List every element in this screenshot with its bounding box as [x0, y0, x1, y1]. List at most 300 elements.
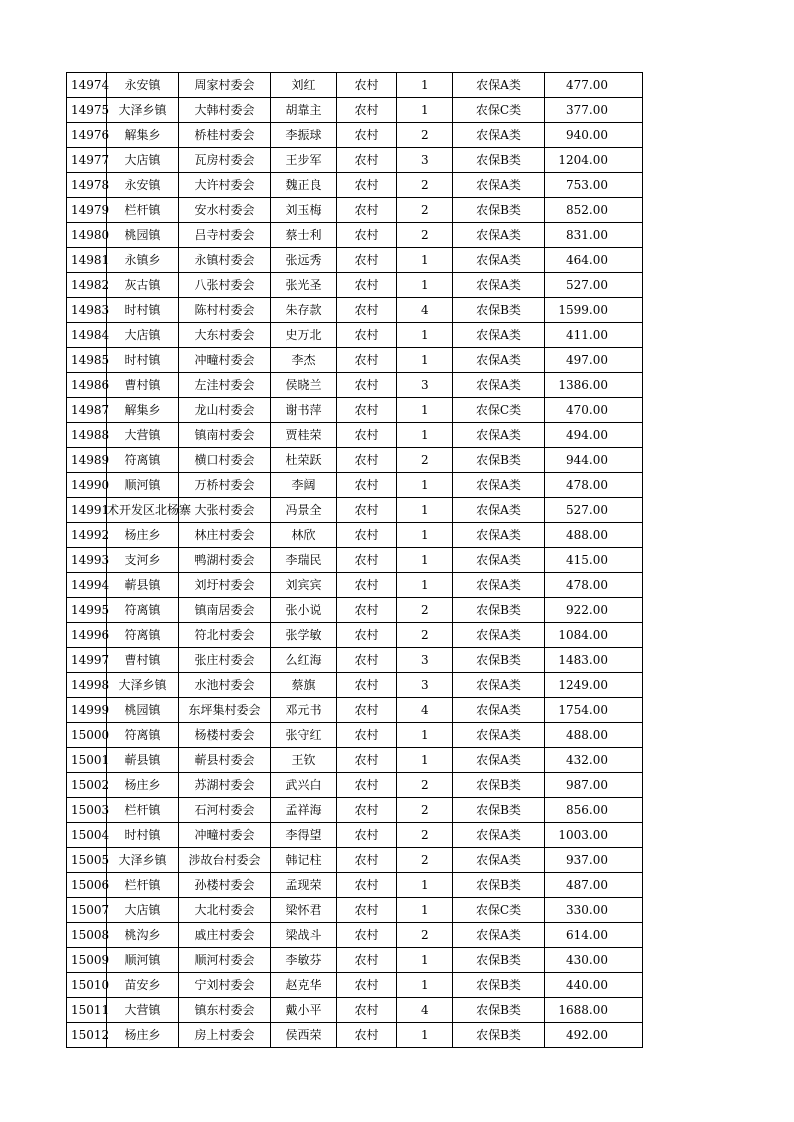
name-cell: 戴小平: [271, 998, 337, 1023]
name-cell: 贾桂荣: [271, 423, 337, 448]
name-cell: 李瑞民: [271, 548, 337, 573]
type-cell: 农村: [337, 73, 397, 98]
type-cell: 农村: [337, 148, 397, 173]
town-cell: 桃沟乡: [107, 923, 179, 948]
row-id: 14994: [67, 573, 107, 598]
table-row: [67, 923, 643, 948]
category-cell: 农保B类: [453, 648, 545, 673]
category-cell: 农保A类: [453, 273, 545, 298]
town-cell: 大营镇: [107, 998, 179, 1023]
amount-cell: 478.00: [545, 573, 643, 598]
village-cell: 符北村委会: [179, 623, 271, 648]
count-cell: 1: [397, 323, 453, 348]
row-id: 14995: [67, 598, 107, 623]
category-cell: 农保A类: [453, 848, 545, 873]
village-cell: 鸭湖村委会: [179, 548, 271, 573]
village-cell: 杨楼村委会: [179, 723, 271, 748]
count-cell: 3: [397, 648, 453, 673]
table-row: [67, 648, 643, 673]
category-cell: 农保A类: [453, 923, 545, 948]
table-row: [67, 123, 643, 148]
name-cell: 冯景全: [271, 498, 337, 523]
village-cell: 桥桂村委会: [179, 123, 271, 148]
count-cell: 2: [397, 923, 453, 948]
type-cell: 农村: [337, 548, 397, 573]
village-cell: 大许村委会: [179, 173, 271, 198]
category-cell: 农保C类: [453, 898, 545, 923]
town-cell: 大泽乡镇: [107, 673, 179, 698]
name-cell: 魏正良: [271, 173, 337, 198]
name-cell: 李得望: [271, 823, 337, 848]
amount-cell: 1204.00: [545, 148, 643, 173]
count-cell: 1: [397, 898, 453, 923]
table-row: [67, 223, 643, 248]
category-cell: 农保A类: [453, 223, 545, 248]
row-id: 15008: [67, 923, 107, 948]
name-cell: 侯西荣: [271, 1023, 337, 1048]
type-cell: 农村: [337, 223, 397, 248]
town-cell: 苗安乡: [107, 973, 179, 998]
table-row: [67, 798, 643, 823]
table-row: [67, 148, 643, 173]
category-cell: 农保A类: [453, 823, 545, 848]
category-cell: 农保A类: [453, 248, 545, 273]
count-cell: 1: [397, 273, 453, 298]
table-row: [67, 673, 643, 698]
table-row: [67, 523, 643, 548]
village-cell: 涉故台村委会: [179, 848, 271, 873]
row-id: 14982: [67, 273, 107, 298]
table-row: [67, 423, 643, 448]
category-cell: 农保A类: [453, 373, 545, 398]
table-row: [67, 173, 643, 198]
table-row: [67, 723, 643, 748]
row-id: 15009: [67, 948, 107, 973]
name-cell: 李敏芬: [271, 948, 337, 973]
count-cell: 2: [397, 773, 453, 798]
row-id: 15011: [67, 998, 107, 1023]
count-cell: 1: [397, 873, 453, 898]
amount-cell: 488.00: [545, 723, 643, 748]
row-id: 14981: [67, 248, 107, 273]
count-cell: 2: [397, 223, 453, 248]
row-id: 15000: [67, 723, 107, 748]
type-cell: 农村: [337, 373, 397, 398]
row-id: 14978: [67, 173, 107, 198]
category-cell: 农保A类: [453, 748, 545, 773]
row-id: 15002: [67, 773, 107, 798]
row-id: 14996: [67, 623, 107, 648]
table-row: [67, 998, 643, 1023]
name-cell: 么红海: [271, 648, 337, 673]
town-cell: 时村镇: [107, 348, 179, 373]
type-cell: 农村: [337, 448, 397, 473]
amount-cell: 1084.00: [545, 623, 643, 648]
count-cell: 1: [397, 723, 453, 748]
amount-cell: 937.00: [545, 848, 643, 873]
town-cell: 桃园镇: [107, 698, 179, 723]
type-cell: 农村: [337, 873, 397, 898]
amount-cell: 1249.00: [545, 673, 643, 698]
amount-cell: 1599.00: [545, 298, 643, 323]
amount-cell: 1003.00: [545, 823, 643, 848]
count-cell: 1: [397, 248, 453, 273]
type-cell: 农村: [337, 773, 397, 798]
town-cell: 大店镇: [107, 148, 179, 173]
category-cell: 农保A类: [453, 523, 545, 548]
amount-cell: 856.00: [545, 798, 643, 823]
row-id: 14998: [67, 673, 107, 698]
town-cell: 杨庄乡: [107, 1023, 179, 1048]
table-row: [67, 573, 643, 598]
type-cell: 农村: [337, 398, 397, 423]
count-cell: 1: [397, 948, 453, 973]
name-cell: 王钦: [271, 748, 337, 773]
type-cell: 农村: [337, 923, 397, 948]
row-id: 14991: [67, 498, 107, 523]
category-cell: 农保A类: [453, 723, 545, 748]
count-cell: 4: [397, 298, 453, 323]
town-cell: 灰古镇: [107, 273, 179, 298]
town-cell: 解集乡: [107, 123, 179, 148]
category-cell: 农保C类: [453, 398, 545, 423]
row-id: 14975: [67, 98, 107, 123]
count-cell: 2: [397, 448, 453, 473]
count-cell: 1: [397, 523, 453, 548]
row-id: 15010: [67, 973, 107, 998]
type-cell: 农村: [337, 173, 397, 198]
name-cell: 侯晓兰: [271, 373, 337, 398]
village-cell: 八张村委会: [179, 273, 271, 298]
name-cell: 朱存款: [271, 298, 337, 323]
category-cell: 农保B类: [453, 873, 545, 898]
row-id: 14990: [67, 473, 107, 498]
town-cell: 栏杆镇: [107, 198, 179, 223]
category-cell: 农保A类: [453, 498, 545, 523]
category-cell: 农保B类: [453, 448, 545, 473]
village-cell: 苏湖村委会: [179, 773, 271, 798]
village-cell: 蕲县村委会: [179, 748, 271, 773]
village-cell: 瓦房村委会: [179, 148, 271, 173]
category-cell: 农保A类: [453, 623, 545, 648]
category-cell: 农保A类: [453, 673, 545, 698]
count-cell: 1: [397, 548, 453, 573]
name-cell: 刘玉梅: [271, 198, 337, 223]
category-cell: 农保B类: [453, 298, 545, 323]
name-cell: 梁怀君: [271, 898, 337, 923]
name-cell: 韩记柱: [271, 848, 337, 873]
row-id: 15012: [67, 1023, 107, 1048]
category-cell: 农保B类: [453, 148, 545, 173]
name-cell: 张小说: [271, 598, 337, 623]
village-cell: 戚庄村委会: [179, 923, 271, 948]
row-id: 14976: [67, 123, 107, 148]
amount-cell: 831.00: [545, 223, 643, 248]
category-cell: 农保A类: [453, 698, 545, 723]
count-cell: 1: [397, 73, 453, 98]
town-cell: 大店镇: [107, 323, 179, 348]
row-id: 14977: [67, 148, 107, 173]
row-id: 15001: [67, 748, 107, 773]
amount-cell: 330.00: [545, 898, 643, 923]
type-cell: 农村: [337, 248, 397, 273]
row-id: 14992: [67, 523, 107, 548]
town-cell: 永镇乡: [107, 248, 179, 273]
category-cell: 农保A类: [453, 323, 545, 348]
table-row: [67, 398, 643, 423]
table-row: [67, 273, 643, 298]
table-row: [67, 248, 643, 273]
village-cell: 大韩村委会: [179, 98, 271, 123]
row-id: 14983: [67, 298, 107, 323]
count-cell: 1: [397, 498, 453, 523]
row-id: 14988: [67, 423, 107, 448]
town-cell: 术开发区北杨寨: [107, 498, 179, 523]
table-row: [67, 1023, 643, 1048]
row-id: 14999: [67, 698, 107, 723]
type-cell: 农村: [337, 473, 397, 498]
name-cell: 邓元书: [271, 698, 337, 723]
name-cell: 李杰: [271, 348, 337, 373]
row-id: 14980: [67, 223, 107, 248]
type-cell: 农村: [337, 623, 397, 648]
town-cell: 蕲县镇: [107, 573, 179, 598]
village-cell: 顺河村委会: [179, 948, 271, 973]
town-cell: 顺河镇: [107, 948, 179, 973]
town-cell: 时村镇: [107, 298, 179, 323]
village-cell: 周家村委会: [179, 73, 271, 98]
type-cell: 农村: [337, 973, 397, 998]
village-cell: 房上村委会: [179, 1023, 271, 1048]
name-cell: 王步军: [271, 148, 337, 173]
amount-cell: 1754.00: [545, 698, 643, 723]
village-cell: 冲疃村委会: [179, 348, 271, 373]
amount-cell: 430.00: [545, 948, 643, 973]
category-cell: 农保B类: [453, 948, 545, 973]
amount-cell: 753.00: [545, 173, 643, 198]
village-cell: 宁刘村委会: [179, 973, 271, 998]
table-row: [67, 698, 643, 723]
town-cell: 大泽乡镇: [107, 98, 179, 123]
name-cell: 赵克华: [271, 973, 337, 998]
town-cell: 顺河镇: [107, 473, 179, 498]
amount-cell: 987.00: [545, 773, 643, 798]
village-cell: 永镇村委会: [179, 248, 271, 273]
row-id: 14997: [67, 648, 107, 673]
table-row: [67, 473, 643, 498]
town-cell: 符离镇: [107, 723, 179, 748]
name-cell: 孟祥海: [271, 798, 337, 823]
type-cell: 农村: [337, 798, 397, 823]
count-cell: 1: [397, 423, 453, 448]
row-id: 15006: [67, 873, 107, 898]
type-cell: 农村: [337, 273, 397, 298]
table-row: [67, 848, 643, 873]
table-row: [67, 98, 643, 123]
table-row: [67, 873, 643, 898]
type-cell: 农村: [337, 323, 397, 348]
type-cell: 农村: [337, 198, 397, 223]
amount-cell: 497.00: [545, 348, 643, 373]
table-row: [67, 773, 643, 798]
category-cell: 农保A类: [453, 573, 545, 598]
table-row: [67, 323, 643, 348]
amount-cell: 492.00: [545, 1023, 643, 1048]
category-cell: 农保B类: [453, 198, 545, 223]
name-cell: 张光圣: [271, 273, 337, 298]
town-cell: 曹村镇: [107, 373, 179, 398]
amount-cell: 852.00: [545, 198, 643, 223]
village-cell: 大东村委会: [179, 323, 271, 348]
table-row: [67, 598, 643, 623]
amount-cell: 478.00: [545, 473, 643, 498]
village-cell: 镇东村委会: [179, 998, 271, 1023]
town-cell: 大泽乡镇: [107, 848, 179, 873]
village-cell: 张庄村委会: [179, 648, 271, 673]
town-cell: 时村镇: [107, 823, 179, 848]
town-cell: 支河乡: [107, 548, 179, 573]
count-cell: 2: [397, 198, 453, 223]
type-cell: 农村: [337, 573, 397, 598]
name-cell: 蔡士利: [271, 223, 337, 248]
count-cell: 4: [397, 698, 453, 723]
village-cell: 龙山村委会: [179, 398, 271, 423]
category-cell: 农保B类: [453, 773, 545, 798]
count-cell: 1: [397, 973, 453, 998]
row-id: 14989: [67, 448, 107, 473]
category-cell: 农保B类: [453, 1023, 545, 1048]
name-cell: 史万北: [271, 323, 337, 348]
category-cell: 农保A类: [453, 348, 545, 373]
amount-cell: 477.00: [545, 73, 643, 98]
table-row: [67, 448, 643, 473]
amount-cell: 922.00: [545, 598, 643, 623]
type-cell: 农村: [337, 98, 397, 123]
count-cell: 3: [397, 673, 453, 698]
row-id: 14984: [67, 323, 107, 348]
amount-cell: 527.00: [545, 273, 643, 298]
type-cell: 农村: [337, 523, 397, 548]
type-cell: 农村: [337, 298, 397, 323]
town-cell: 符离镇: [107, 448, 179, 473]
category-cell: 农保C类: [453, 98, 545, 123]
amount-cell: 440.00: [545, 973, 643, 998]
table-row: [67, 348, 643, 373]
name-cell: 孟现荣: [271, 873, 337, 898]
table-row: [67, 898, 643, 923]
table-row: [67, 623, 643, 648]
amount-cell: 940.00: [545, 123, 643, 148]
count-cell: 2: [397, 623, 453, 648]
town-cell: 栏杆镇: [107, 798, 179, 823]
village-cell: 镇南村委会: [179, 423, 271, 448]
village-cell: 安水村委会: [179, 198, 271, 223]
table-row: [67, 748, 643, 773]
town-cell: 符离镇: [107, 598, 179, 623]
type-cell: 农村: [337, 673, 397, 698]
town-cell: 解集乡: [107, 398, 179, 423]
type-cell: 农村: [337, 1023, 397, 1048]
table-row: [67, 198, 643, 223]
amount-cell: 464.00: [545, 248, 643, 273]
category-cell: 农保B类: [453, 798, 545, 823]
count-cell: 1: [397, 473, 453, 498]
village-cell: 左洼村委会: [179, 373, 271, 398]
village-cell: 万桥村委会: [179, 473, 271, 498]
village-cell: 大北村委会: [179, 898, 271, 923]
amount-cell: 432.00: [545, 748, 643, 773]
name-cell: 谢书萍: [271, 398, 337, 423]
town-cell: 永安镇: [107, 73, 179, 98]
table-row: [67, 298, 643, 323]
count-cell: 1: [397, 1023, 453, 1048]
amount-cell: 614.00: [545, 923, 643, 948]
table-row: [67, 498, 643, 523]
category-cell: 农保B类: [453, 998, 545, 1023]
type-cell: 农村: [337, 848, 397, 873]
village-cell: 镇南居委会: [179, 598, 271, 623]
town-cell: 杨庄乡: [107, 523, 179, 548]
type-cell: 农村: [337, 348, 397, 373]
count-cell: 2: [397, 173, 453, 198]
type-cell: 农村: [337, 648, 397, 673]
category-cell: 农保A类: [453, 548, 545, 573]
name-cell: 林欣: [271, 523, 337, 548]
amount-cell: 377.00: [545, 98, 643, 123]
village-cell: 大张村委会: [179, 498, 271, 523]
amount-cell: 494.00: [545, 423, 643, 448]
row-id: 14993: [67, 548, 107, 573]
amount-cell: 411.00: [545, 323, 643, 348]
amount-cell: 487.00: [545, 873, 643, 898]
town-cell: 栏杆镇: [107, 873, 179, 898]
table-row: [67, 948, 643, 973]
town-cell: 大店镇: [107, 898, 179, 923]
count-cell: 3: [397, 148, 453, 173]
count-cell: 1: [397, 348, 453, 373]
data-table: [66, 72, 643, 1048]
row-id: 15005: [67, 848, 107, 873]
row-id: 14974: [67, 73, 107, 98]
name-cell: 张守红: [271, 723, 337, 748]
category-cell: 农保B类: [453, 973, 545, 998]
count-cell: 1: [397, 573, 453, 598]
count-cell: 2: [397, 123, 453, 148]
type-cell: 农村: [337, 498, 397, 523]
category-cell: 农保B类: [453, 598, 545, 623]
village-cell: 冲疃村委会: [179, 823, 271, 848]
type-cell: 农村: [337, 698, 397, 723]
amount-cell: 527.00: [545, 498, 643, 523]
row-id: 14985: [67, 348, 107, 373]
name-cell: 张学敏: [271, 623, 337, 648]
town-cell: 杨庄乡: [107, 773, 179, 798]
row-id: 15003: [67, 798, 107, 823]
row-id: 15004: [67, 823, 107, 848]
count-cell: 2: [397, 823, 453, 848]
name-cell: 张远秀: [271, 248, 337, 273]
row-id: 15007: [67, 898, 107, 923]
village-cell: 水池村委会: [179, 673, 271, 698]
town-cell: 大营镇: [107, 423, 179, 448]
count-cell: 2: [397, 848, 453, 873]
type-cell: 农村: [337, 948, 397, 973]
amount-cell: 1483.00: [545, 648, 643, 673]
village-cell: 石河村委会: [179, 798, 271, 823]
town-cell: 曹村镇: [107, 648, 179, 673]
count-cell: 1: [397, 398, 453, 423]
count-cell: 3: [397, 373, 453, 398]
